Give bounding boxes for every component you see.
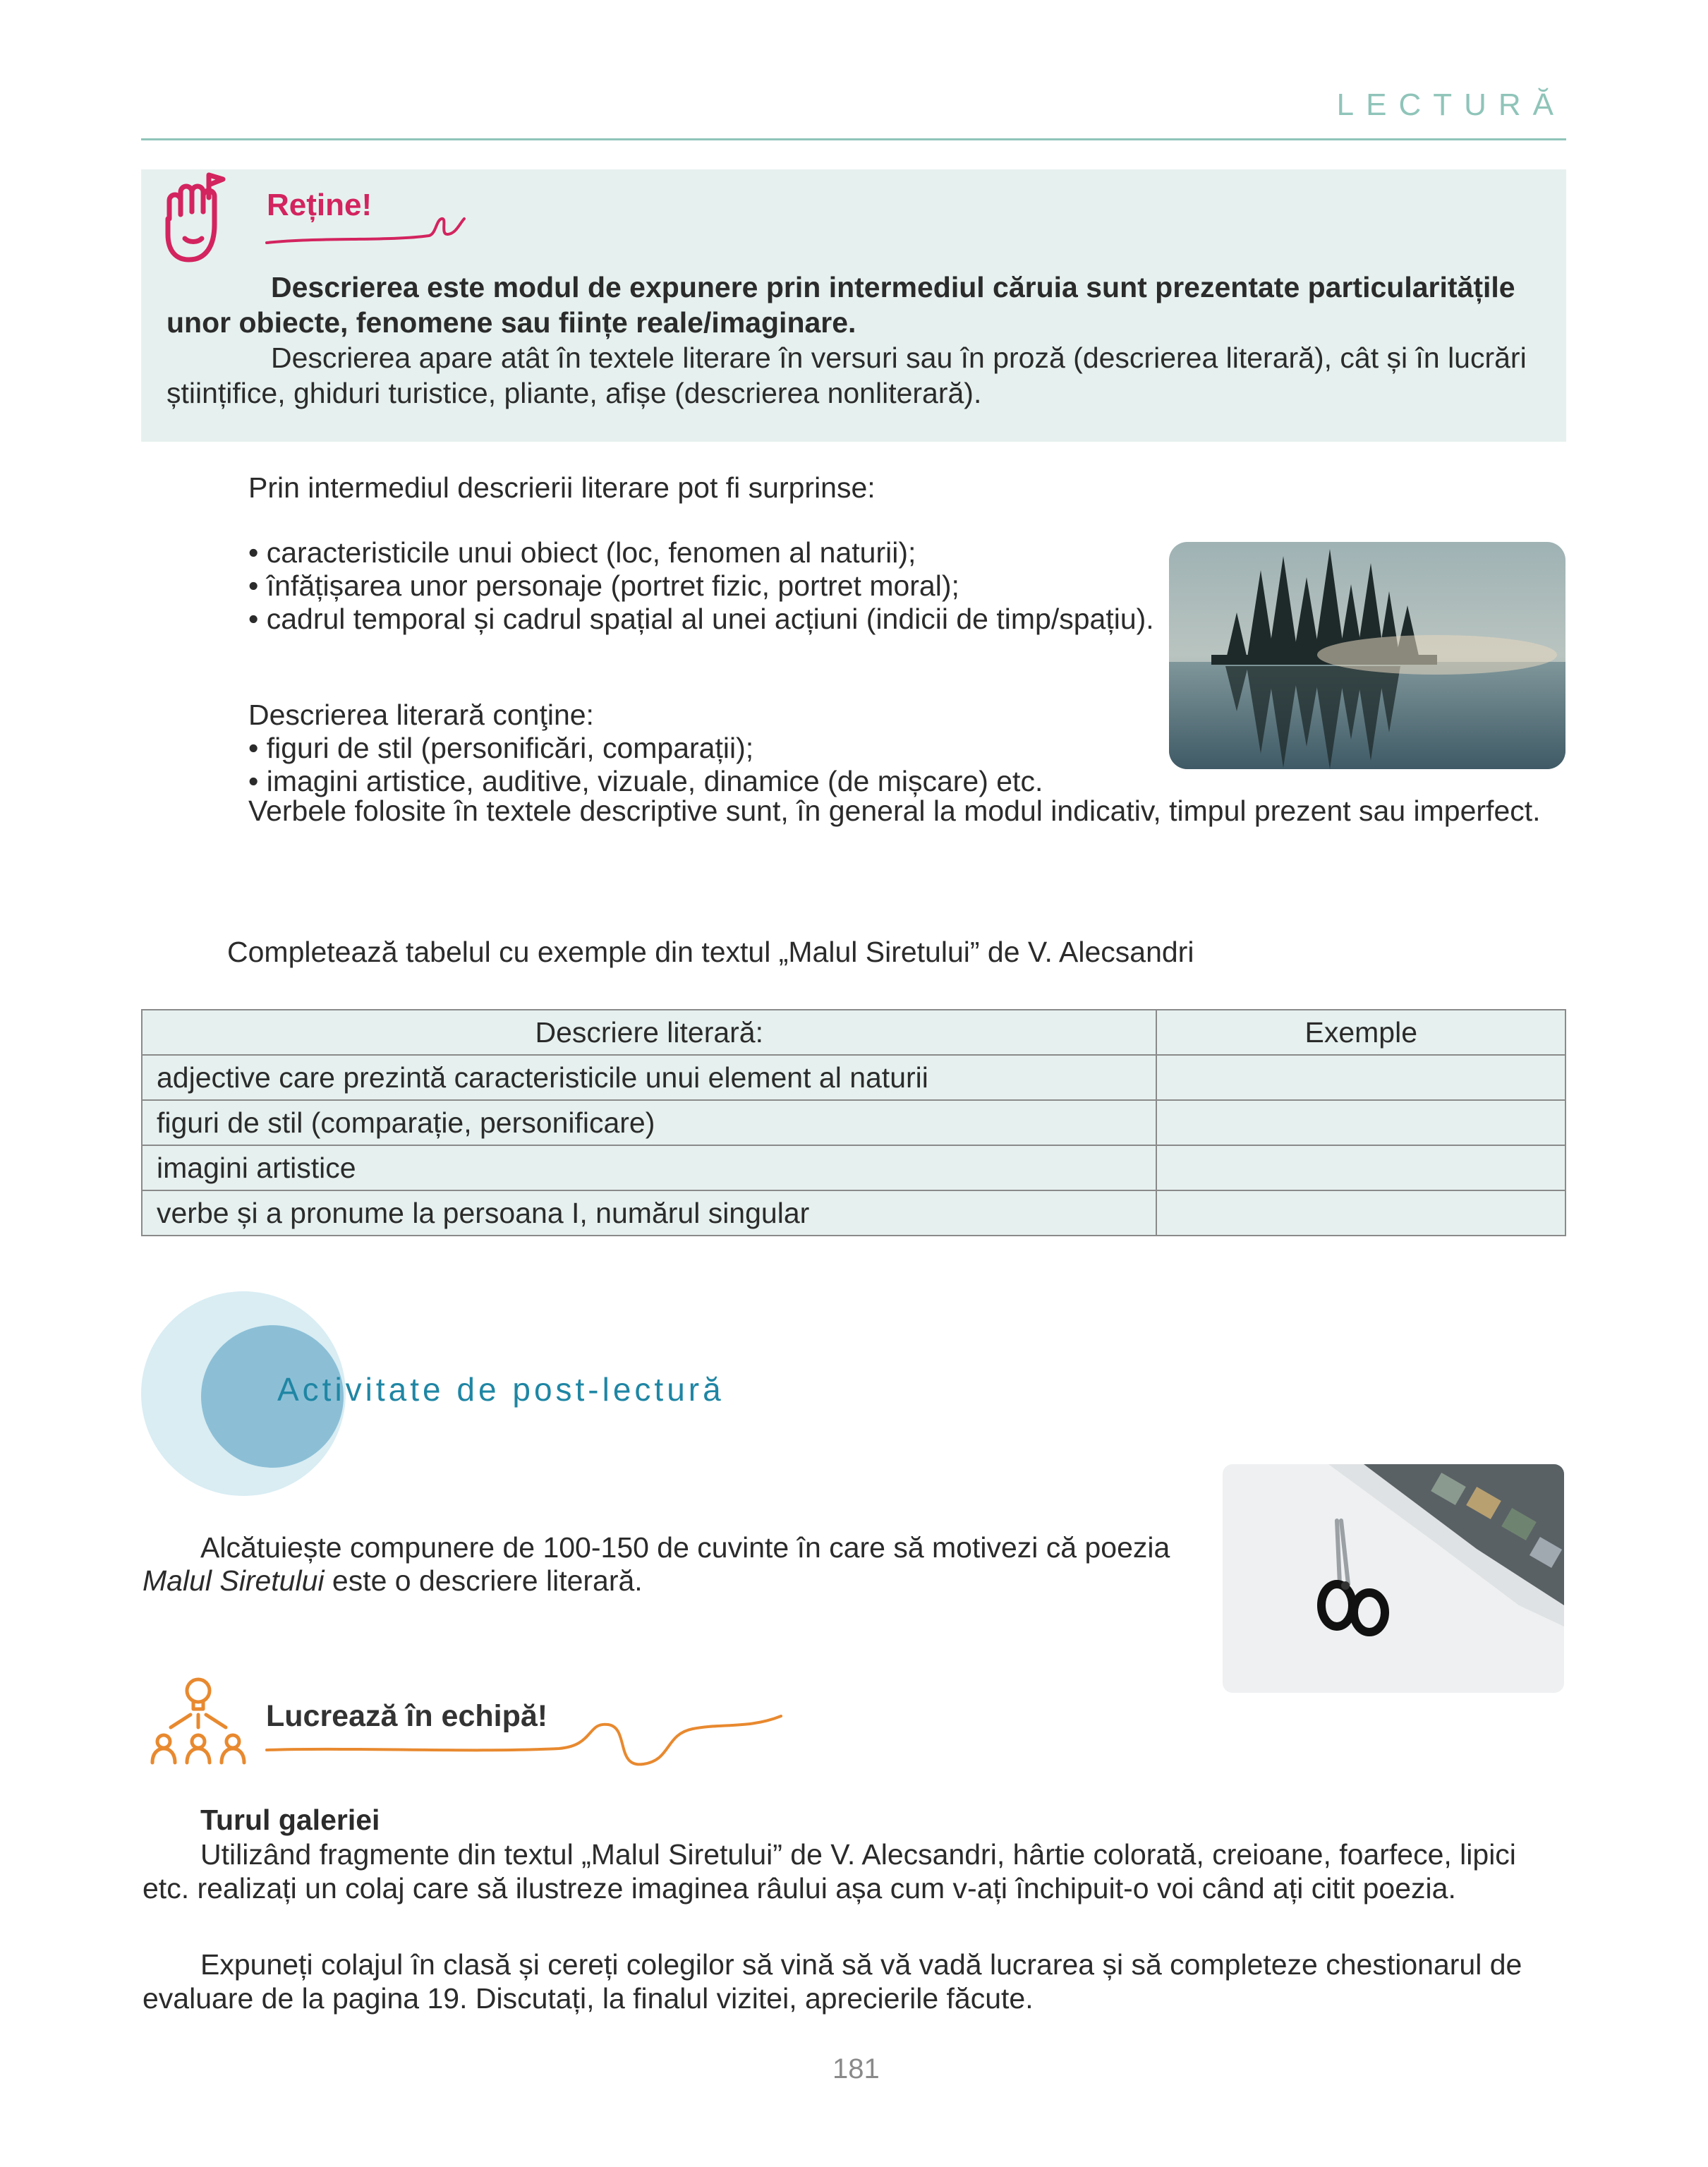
retine-title: Reține! [267, 188, 373, 222]
page-header-title: LECTURĂ [1336, 87, 1565, 122]
table-header-row [142, 1010, 1565, 1055]
exercise-table [141, 1009, 1566, 1236]
table-cell-description: figuri de stil (comparație, personificare) [142, 1100, 1156, 1145]
description-list-elements [248, 536, 1165, 636]
team-work-title: Lucrează în echipă! [266, 1699, 548, 1733]
retine-definition: Descrierea este modul de expunere prin intermediul căruia sunt prezentate particularitățile unor obiecte, fenomene sau ființe reale/imaginare. [166, 271, 1515, 339]
column-header-description: Descriere literară: [142, 1010, 1156, 1055]
gallery-exhibit-instructions: Expuneți colajul în clasă și cereți colegilor să vină să vă vadă lucrarea și să completeze chestionarul de evaluare de la pagina 19. Discutați, la finalul vizitei, aprecierile făcute. [143, 1948, 1522, 2015]
team-underline [262, 1708, 792, 1778]
verbs-paragraph: Verbele folosite în textele descriptive sunt, în general la modul indicativ, timpul prezent sau imperfect. [248, 795, 1541, 827]
list-item: • înfățișarea unor personaje (portret fizic, portret moral); [248, 569, 959, 602]
table-cell-description: adjective care prezintă caracteristicile unui element al naturii [142, 1055, 1156, 1100]
table-row [142, 1055, 1565, 1100]
table-cell-description: verbe și a pronume la persoana I, numărul singular [142, 1190, 1156, 1236]
hand-icon [157, 169, 241, 275]
table-cell-example-input[interactable] [1156, 1145, 1565, 1190]
table-cell-example-input[interactable] [1156, 1190, 1565, 1236]
post-reading-title: Activitate de post-lectură [277, 1371, 725, 1408]
table-row [142, 1145, 1565, 1190]
table-cell-example-input[interactable] [1156, 1100, 1565, 1145]
table-row [142, 1100, 1565, 1145]
table-instruction: Completează tabelul cu exemple din textul „Malul Siretului” de V. Alecsandri [227, 936, 1194, 968]
header-divider [141, 138, 1566, 140]
list-item: • cadrul temporal și cadrul spațial al unei acțiuni (indicii de timp/spațiu). [248, 603, 1154, 635]
table-cell-description: imagini artistice [142, 1145, 1156, 1190]
task-text: Alcătuiește compunere de 100-150 de cuvinte în care să motivezi că poezia [200, 1531, 1170, 1564]
gallery-title: Turul galeriei [200, 1804, 380, 1836]
description-intro: Prin intermediul descrierii literare pot fi surprinse: [248, 471, 876, 504]
page-number: 181 [832, 2053, 880, 2084]
poem-title: Malul Siretului [143, 1564, 325, 1597]
contents-title: Descrierea literară conţine: [248, 699, 594, 731]
gallery-instructions: Utilizând fragmente din textul „Malul Siretului” de V. Alecsandri, hârtie colorată, creioane, foarfece, lipici etc. realizați un colaj care să ilustreze imaginea râului așa cum v-ați închipuit-o voi când ați citit poezia. [143, 1838, 1516, 1905]
team-lightbulb-icon [145, 1671, 251, 1770]
composition-task [143, 1531, 1187, 1598]
list-item: • figuri de stil (personificări, comparații); [248, 732, 754, 764]
lake-forest-photo [1169, 542, 1565, 769]
scissors-photo [1223, 1464, 1564, 1693]
task-text-end: este o descriere literară. [324, 1564, 643, 1597]
retine-explanation: Descrierea apare atât în textele literare în versuri sau în proză (descrierea literară), cât și în lucrări științifice, ghiduri turistice, pliante, afișe (descrierea nonliterară). [166, 342, 1527, 409]
column-header-examples: Exemple [1156, 1010, 1565, 1055]
retine-underline [262, 202, 474, 251]
list-item: • imagini artistice, auditive, vizuale, dinamice (de mișcare) etc. [248, 765, 1043, 797]
description-list-contents [248, 699, 1180, 798]
table-cell-example-input[interactable] [1156, 1055, 1565, 1100]
list-item: • caracteristicile unui obiect (loc, fenomen al naturii); [248, 536, 916, 569]
table-row [142, 1190, 1565, 1236]
